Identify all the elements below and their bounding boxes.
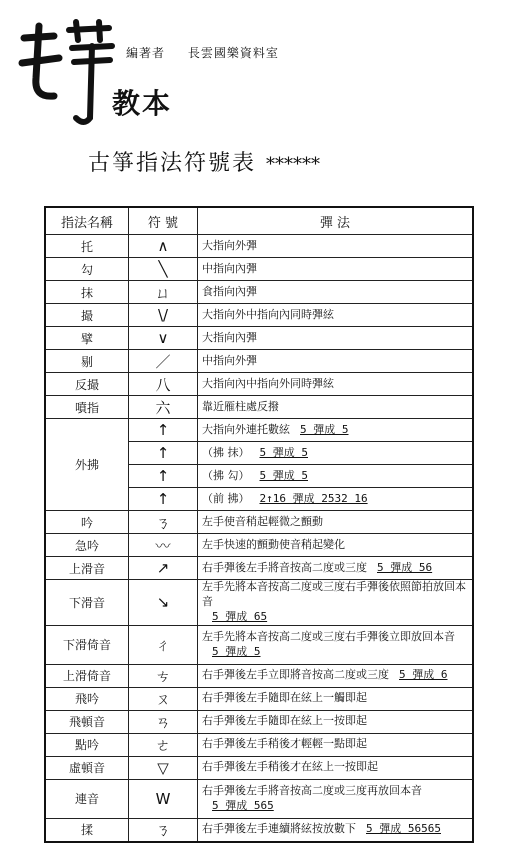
notation-example: 5 彈成 5 bbox=[300, 422, 349, 436]
technique-symbol: ↑ bbox=[129, 465, 198, 488]
book-title: 教本 bbox=[112, 87, 173, 120]
desc-text: 左手先將本音按高二度或三度右手彈後立即放回本音 bbox=[202, 629, 455, 643]
technique-desc: 左手快速的顫動使音稍起變化 bbox=[198, 534, 474, 557]
page-title bbox=[88, 146, 320, 177]
technique-name: 上滑音 bbox=[45, 557, 129, 580]
technique-desc bbox=[198, 419, 474, 442]
technique-name: 勾 bbox=[45, 258, 129, 281]
technique-desc: 食指向內彈 bbox=[198, 281, 474, 304]
table-row bbox=[45, 304, 473, 327]
technique-desc bbox=[198, 664, 474, 687]
technique-desc: 右手彈後左手隨即在絃上一按即起 bbox=[198, 710, 474, 733]
compiler-name: 長雲國樂資料室 bbox=[187, 46, 279, 60]
technique-desc bbox=[198, 580, 474, 626]
technique-desc: 右手彈後左手隨即在絃上一觸即起 bbox=[198, 687, 474, 710]
technique-desc: 大指向內中指向外同時彈絃 bbox=[198, 373, 474, 396]
desc-text: （拂 抹） bbox=[202, 445, 250, 459]
table-row bbox=[45, 580, 473, 626]
technique-symbol: ╲ bbox=[129, 258, 198, 281]
desc-text: （拂 勾） bbox=[202, 468, 250, 482]
technique-name: 抹 bbox=[45, 281, 129, 304]
technique-desc bbox=[198, 488, 474, 511]
technique-symbol: ↗ bbox=[129, 557, 198, 580]
technique-symbol: ∨ bbox=[129, 327, 198, 350]
technique-name: 托 bbox=[45, 235, 129, 258]
desc-text: 右手彈後左手連續將絃按放數下 bbox=[202, 822, 356, 836]
notation-example: 2↑16 彈成 2532 16 bbox=[259, 491, 368, 505]
technique-desc: 大指向外中指向內同時彈絃 bbox=[198, 304, 474, 327]
technique-desc bbox=[198, 465, 474, 488]
technique-name: 上滑倚音 bbox=[45, 664, 129, 687]
desc-text: 大指向外連托數絃 bbox=[202, 422, 290, 436]
technique-desc bbox=[198, 442, 474, 465]
technique-symbol: ㄋ bbox=[129, 818, 198, 842]
table-row bbox=[45, 687, 473, 710]
technique-desc: 右手彈後左手稍後才輕輕一點即起 bbox=[198, 733, 474, 756]
technique-symbol: ㄜ bbox=[129, 733, 198, 756]
technique-desc: 靠近雁柱處反撥 bbox=[198, 396, 474, 419]
notation-example: 5 彈成 56565 bbox=[366, 822, 441, 836]
notation-example: 5 彈成 6 bbox=[399, 668, 448, 682]
technique-symbol: ㄋ bbox=[129, 511, 198, 534]
technique-symbol: ↘ bbox=[129, 580, 198, 626]
table-row bbox=[45, 664, 473, 687]
technique-symbol: 八 bbox=[129, 373, 198, 396]
desc-text: （前 拂） bbox=[202, 491, 250, 505]
technique-name: 噴指 bbox=[45, 396, 129, 419]
header-method: 彈 法 bbox=[198, 207, 474, 235]
technique-desc: 右手彈後左手稍後才在絃上一按即起 bbox=[198, 756, 474, 779]
technique-desc bbox=[198, 779, 474, 818]
notation-example: 5 彈成 56 bbox=[377, 560, 433, 574]
notation-example: 5 彈成 565 bbox=[212, 798, 274, 812]
technique-name: 反撮 bbox=[45, 373, 129, 396]
technique-symbol: ㄡ bbox=[129, 687, 198, 710]
table-row bbox=[45, 625, 473, 664]
technique-name: 飛頓音 bbox=[45, 710, 129, 733]
technique-name: 擘 bbox=[45, 327, 129, 350]
technique-symbol: W bbox=[129, 779, 198, 818]
technique-symbol: 〰 bbox=[129, 534, 198, 557]
technique-desc: 中指向內彈 bbox=[198, 258, 474, 281]
technique-name: 急吟 bbox=[45, 534, 129, 557]
technique-symbol: 六 bbox=[129, 396, 198, 419]
table-row bbox=[45, 756, 473, 779]
table-row bbox=[45, 350, 473, 373]
technique-symbol: \/ bbox=[129, 304, 198, 327]
table-row bbox=[45, 235, 473, 258]
table-row bbox=[45, 779, 473, 818]
technique-name: 連音 bbox=[45, 779, 129, 818]
technique-symbol: ㄘ bbox=[129, 664, 198, 687]
technique-desc bbox=[198, 818, 474, 842]
page-title-text: 古箏指法符號表 bbox=[88, 151, 257, 176]
header-name: 指法名稱 bbox=[45, 207, 129, 235]
title-stars: ****** bbox=[266, 154, 321, 175]
logo-icon bbox=[14, 18, 124, 128]
technique-symbol: ∧ bbox=[129, 235, 198, 258]
table-row bbox=[45, 327, 473, 350]
technique-symbol: ↑ bbox=[129, 419, 198, 442]
technique-desc bbox=[198, 625, 474, 664]
technique-name: 下滑音 bbox=[45, 580, 129, 626]
table-row bbox=[45, 557, 473, 580]
notation-example: 5 彈成 5 bbox=[212, 644, 261, 658]
technique-desc: 中指向外彈 bbox=[198, 350, 474, 373]
technique-desc bbox=[198, 557, 474, 580]
technique-desc: 大指向外彈 bbox=[198, 235, 474, 258]
table-header-row bbox=[45, 207, 473, 235]
table-row bbox=[45, 511, 473, 534]
technique-symbol: ／ bbox=[129, 350, 198, 373]
technique-name: 剔 bbox=[45, 350, 129, 373]
technique-symbol: ↑ bbox=[129, 442, 198, 465]
notation-example: 5 彈成 65 bbox=[212, 609, 268, 623]
compiler-label: 編著者 bbox=[126, 46, 166, 60]
technique-name: 揉 bbox=[45, 818, 129, 842]
desc-text: 右手彈後左手將音按高二度或三度 bbox=[202, 560, 367, 574]
notation-example: 5 彈成 5 bbox=[259, 468, 308, 482]
technique-name: 吟 bbox=[45, 511, 129, 534]
table-row bbox=[45, 281, 473, 304]
technique-name: 下滑倚音 bbox=[45, 625, 129, 664]
technique-symbol: ㄔ bbox=[129, 625, 198, 664]
desc-text: 右手彈後左手將音按高二度或三度再放回本音 bbox=[202, 783, 422, 797]
technique-name: 外拂 bbox=[45, 419, 129, 511]
table-row bbox=[45, 818, 473, 842]
technique-symbol: ▽ bbox=[129, 756, 198, 779]
technique-name: 飛吟 bbox=[45, 687, 129, 710]
table-row bbox=[45, 733, 473, 756]
table-row bbox=[45, 258, 473, 281]
table-row bbox=[45, 419, 473, 442]
technique-symbol: ↑ bbox=[129, 488, 198, 511]
table-row bbox=[45, 710, 473, 733]
technique-name: 點吟 bbox=[45, 733, 129, 756]
technique-symbol: ㄩ bbox=[129, 281, 198, 304]
technique-symbol: ㄢ bbox=[129, 710, 198, 733]
table-row bbox=[45, 396, 473, 419]
header-meta bbox=[126, 44, 297, 61]
technique-name: 撮 bbox=[45, 304, 129, 327]
technique-name: 虛頓音 bbox=[45, 756, 129, 779]
table-row bbox=[45, 534, 473, 557]
fingering-table bbox=[44, 206, 474, 843]
technique-desc: 大指向內彈 bbox=[198, 327, 474, 350]
technique-desc: 左手使音稍起輕微之顫動 bbox=[198, 511, 474, 534]
table-row bbox=[45, 373, 473, 396]
desc-text: 右手彈後左手立即將音按高二度或三度 bbox=[202, 668, 389, 682]
notation-example: 5 彈成 5 bbox=[259, 445, 308, 459]
desc-text: 左手先將本音按高二度或三度右手彈後依照節拍放回本音 bbox=[202, 580, 466, 608]
header-symbol: 符 號 bbox=[129, 207, 198, 235]
